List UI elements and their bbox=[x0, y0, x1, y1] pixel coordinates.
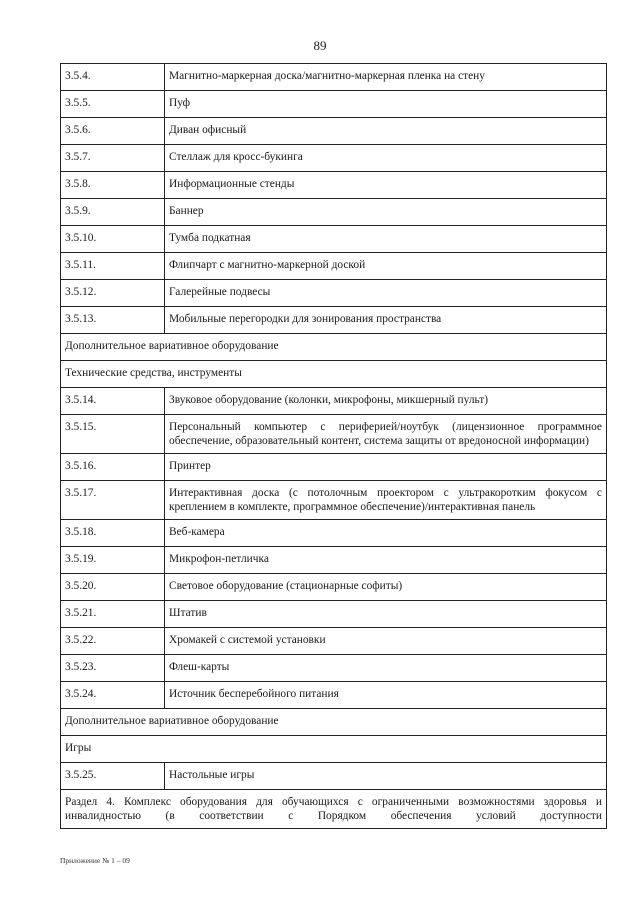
item-number: 3.5.11. bbox=[61, 253, 165, 280]
section-row bbox=[61, 736, 607, 763]
table-row bbox=[61, 307, 607, 334]
table-row bbox=[61, 763, 607, 790]
item-number: 3.5.17. bbox=[61, 481, 165, 520]
item-number: 3.5.4. bbox=[61, 64, 165, 91]
item-number: 3.5.16. bbox=[61, 454, 165, 481]
item-number: 3.5.13. bbox=[61, 307, 165, 334]
equipment-table-body bbox=[61, 64, 607, 829]
table-row bbox=[61, 172, 607, 199]
table-row bbox=[61, 415, 607, 454]
item-number: 3.5.9. bbox=[61, 199, 165, 226]
item-description: Информационные стенды bbox=[165, 172, 607, 199]
item-number: 3.5.23. bbox=[61, 655, 165, 682]
table-row bbox=[61, 628, 607, 655]
item-number: 3.5.19. bbox=[61, 547, 165, 574]
table-row bbox=[61, 682, 607, 709]
item-number: 3.5.8. bbox=[61, 172, 165, 199]
table-row bbox=[61, 655, 607, 682]
item-number: 3.5.7. bbox=[61, 145, 165, 172]
item-number: 3.5.6. bbox=[61, 118, 165, 145]
table-row bbox=[61, 118, 607, 145]
table-row bbox=[61, 601, 607, 628]
item-number: 3.5.20. bbox=[61, 574, 165, 601]
item-description: Веб-камера bbox=[165, 520, 607, 547]
section-heading: Дополнительное вариативное оборудование bbox=[61, 334, 607, 361]
item-description: Световое оборудование (стационарные софиты) bbox=[165, 574, 607, 601]
table-row bbox=[61, 481, 607, 520]
table-row bbox=[61, 280, 607, 307]
item-description: Звуковое оборудование (колонки, микрофоны, микшерный пульт) bbox=[165, 388, 607, 415]
table-row bbox=[61, 64, 607, 91]
table-row bbox=[61, 454, 607, 481]
item-description: Флипчарт с магнитно-маркерной доской bbox=[165, 253, 607, 280]
footer-note: Приложение № 1 – 09 bbox=[60, 856, 130, 865]
item-number: 3.5.10. bbox=[61, 226, 165, 253]
section-heading: Раздел 4. Комплекс оборудования для обучающихся с ограниченными возможностями здоровья и инвалидностью (в соответствии с Порядком обеспечения условий доступности bbox=[61, 790, 607, 829]
item-description: Магнитно-маркерная доска/магнитно-маркерная пленка на стену bbox=[165, 64, 607, 91]
item-number: 3.5.21. bbox=[61, 601, 165, 628]
item-description: Стеллаж для кросс-букинга bbox=[165, 145, 607, 172]
item-description: Микрофон-петличка bbox=[165, 547, 607, 574]
section-row bbox=[61, 709, 607, 736]
section-heading: Дополнительное вариативное оборудование bbox=[61, 709, 607, 736]
item-number: 3.5.15. bbox=[61, 415, 165, 454]
item-number: 3.5.12. bbox=[61, 280, 165, 307]
table-row bbox=[61, 547, 607, 574]
table-row bbox=[61, 145, 607, 172]
item-number: 3.5.25. bbox=[61, 763, 165, 790]
table-row bbox=[61, 226, 607, 253]
item-description: Интерактивная доска (с потолочным проектором с ультракоротким фокусом с креплением в комплекте, программное обеспечение)/интерактивная панель bbox=[165, 481, 607, 520]
table-row bbox=[61, 520, 607, 547]
table-row bbox=[61, 388, 607, 415]
section-row bbox=[61, 334, 607, 361]
item-number: 3.5.18. bbox=[61, 520, 165, 547]
item-description: Источник бесперебойного питания bbox=[165, 682, 607, 709]
item-description: Флеш-карты bbox=[165, 655, 607, 682]
item-description: Галерейные подвесы bbox=[165, 280, 607, 307]
table-row bbox=[61, 574, 607, 601]
section-heading: Игры bbox=[61, 736, 607, 763]
item-description: Тумба подкатная bbox=[165, 226, 607, 253]
page-number: 89 bbox=[313, 38, 327, 53]
item-description: Мобильные перегородки для зонирования пространства bbox=[165, 307, 607, 334]
item-number: 3.5.22. bbox=[61, 628, 165, 655]
item-description: Персональный компьютер с периферией/ноутбук (лицензионное программное обеспечение, образовательный контент, система защиты от вредоносной информации) bbox=[165, 415, 607, 454]
equipment-table bbox=[60, 63, 607, 829]
section-row bbox=[61, 790, 607, 829]
section-heading: Технические средства, инструменты bbox=[61, 361, 607, 388]
item-description: Принтер bbox=[165, 454, 607, 481]
item-description: Настольные игры bbox=[165, 763, 607, 790]
item-number: 3.5.24. bbox=[61, 682, 165, 709]
item-number: 3.5.14. bbox=[61, 388, 165, 415]
item-description: Штатив bbox=[165, 601, 607, 628]
table-row bbox=[61, 253, 607, 280]
table-row bbox=[61, 199, 607, 226]
section-row bbox=[61, 361, 607, 388]
table-row bbox=[61, 91, 607, 118]
item-description: Пуф bbox=[165, 91, 607, 118]
item-description: Баннер bbox=[165, 199, 607, 226]
item-description: Хромакей с системой установки bbox=[165, 628, 607, 655]
item-number: 3.5.5. bbox=[61, 91, 165, 118]
item-description: Диван офисный bbox=[165, 118, 607, 145]
